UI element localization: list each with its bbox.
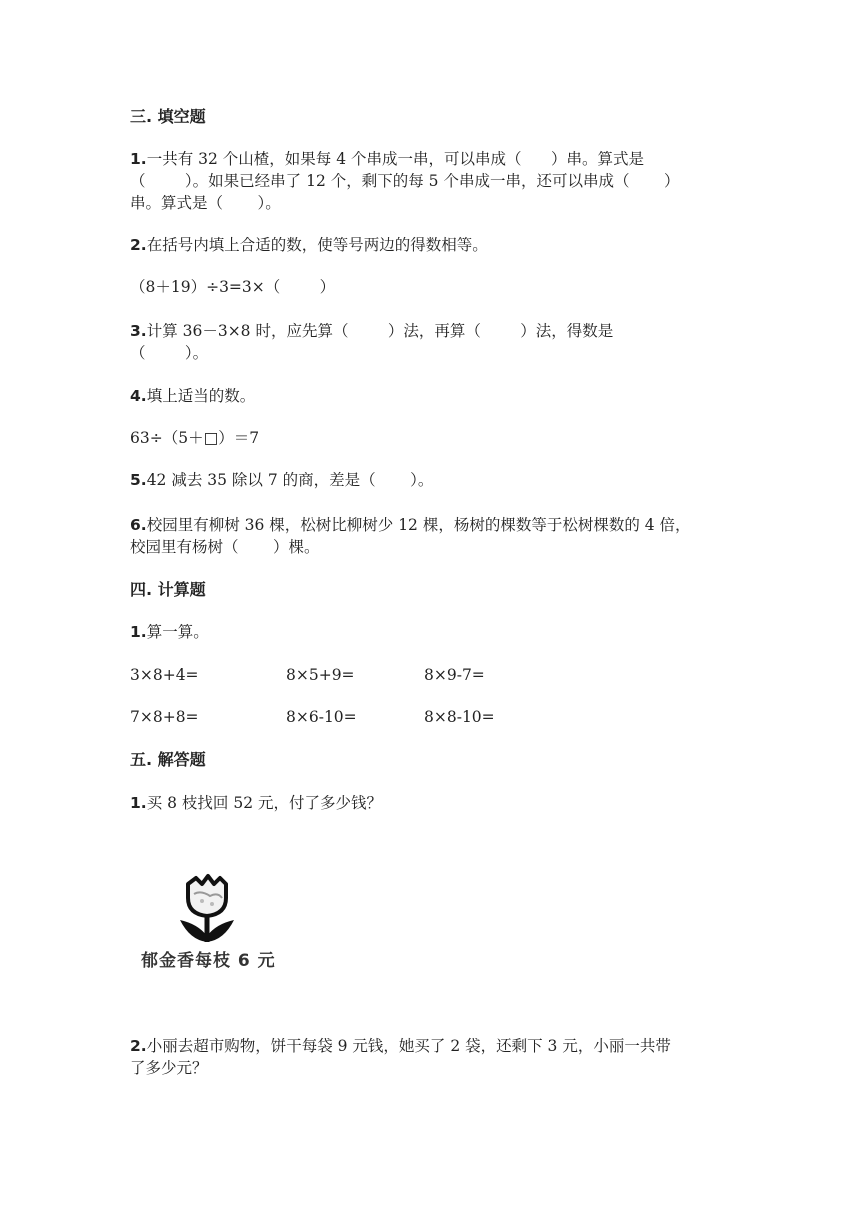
fill-q2 [130,234,488,256]
question-number: 6. [130,516,147,534]
calc-item: 7×8+8= [130,708,199,726]
fill-q1-line2: （ ）。如果已经串了 12 个，剩下的每 5 个串成一串，还可以串成（ ） [130,172,680,190]
question-text: 填上适当的数。 [146,387,256,405]
question-number: 4. [130,387,147,405]
solve-q1 [130,792,382,814]
question-text: 小丽去超市购物，饼干每袋 9 元钱，她买了 2 袋，还剩下 3 元，小丽一共带 [146,1037,671,1055]
figure-caption: 郁金香每枝 6 元 [141,951,276,971]
section-title-calc: 四. 计算题 [130,580,206,599]
fill-q4-expression: 63÷（5＋□）＝7 [130,429,260,447]
question-text: 算一算。 [146,623,209,641]
question-number: 2. [130,236,147,254]
question-number: 3. [130,322,147,340]
calc-item: 8×6-10= [286,708,357,726]
calc-item: 3×8+4= [130,666,199,684]
question-number: 1. [130,150,147,168]
fill-q2-expression: （8＋19）÷3=3×（ ） [130,278,336,296]
fill-q4 [130,385,255,407]
question-text: 计算 36－3×8 时，应先算（ ）法，再算（ ）法，得数是 [146,322,614,340]
question-text: 一共有 32 个山楂，如果每 4 个串成一串，可以串成（ ）串。算式是 [146,150,645,168]
section-title-fill: 三. 填空题 [130,107,206,126]
tulip-icon [138,870,278,945]
question-text: 在括号内填上合适的数，使等号两边的得数相等。 [146,236,488,254]
fill-q1-line3: 串。算式是（ ）。 [130,194,281,212]
question-text: 42 减去 35 除以 7 的商，差是（ ）。 [146,471,434,489]
question-text: 买 8 枝找回 52 元，付了多少钱？ [146,794,382,812]
fill-q3-line1 [130,320,613,342]
solve-q2-line2: 了多少元？ [130,1059,208,1077]
question-text: 校园里有柳树 36 棵，松树比柳树少 12 棵，杨树的棵数等于松树棵数的 4 倍， [146,516,691,534]
fill-q3-line2: （ ）。 [130,344,209,362]
solve-q2-line1 [130,1035,671,1057]
fill-q6-line1 [130,514,691,536]
calc-item: 8×5+9= [286,666,355,684]
section-title-solve: 五. 解答题 [130,750,206,769]
fill-q1-line1 [130,148,644,170]
question-number: 2. [130,1037,147,1055]
calc-q1 [130,621,209,643]
question-number: 1. [130,794,147,812]
fill-q5 [130,469,433,491]
fill-q6-line2: 校园里有杨树（ ）棵。 [130,538,320,556]
calc-item: 8×9-7= [424,666,485,684]
question-number: 1. [130,623,147,641]
question-number: 5. [130,471,147,489]
calc-item: 8×8-10= [424,708,495,726]
